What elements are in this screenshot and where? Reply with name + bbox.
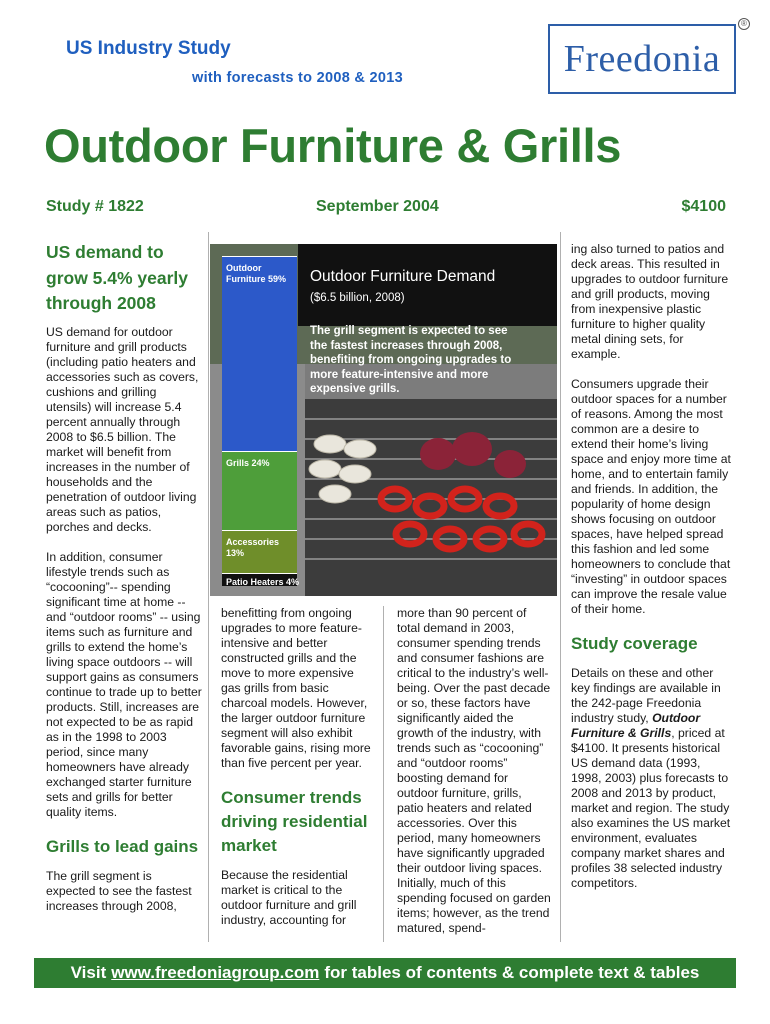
coverage-text: Details on these and other key findings are available in the 242-page Freedonia industry study, (571, 666, 721, 725)
column-1 (46, 240, 204, 929)
logo-text: Freedonia (563, 38, 721, 80)
column-divider (208, 232, 209, 942)
column-4 (571, 242, 731, 906)
freedonia-logo (548, 24, 736, 94)
bar-segment-label: Grills 24% (226, 458, 270, 468)
section-heading-grills: Grills to lead gains (46, 836, 199, 856)
paragraph: Because the residential market is critical to the outdoor furniture and grill industry, accounting for (221, 868, 357, 927)
bar-segment-label: Accessories 13% (226, 537, 280, 558)
section-heading-study-coverage: Study coverage (571, 634, 698, 653)
study-date: September 2004 (316, 198, 439, 215)
study-title-emphasis: Outdoor Furniture & Grills (571, 711, 701, 740)
paragraph: benefitting from ongoing upgrades to more feature-intensive and better constructed grills and the move to more expensive gas grills from basic charcoal models. However, the larger outdoor furniture segment will also exhibit favorable gains, rising more than five percent per year. (221, 606, 371, 770)
bar-segment-accessories (222, 530, 297, 573)
demand-chart-feature (210, 244, 557, 596)
chart-description: The grill segment is expected to see the fastest increases through 2008, benefiting from ongoing upgrades to more feature-intensive and more expensive grills. (310, 325, 512, 395)
page-title: Outdoor Furniture & Grills (44, 119, 622, 172)
section-heading-consumer-trends: Consumer trends driving residential market (221, 788, 368, 855)
study-price: $4100 (681, 198, 726, 215)
paragraph: In addition, consumer lifestyle trends such as “cocooning”-- spending significant time at home -- and “outdoor rooms” -- using items such as furniture and grills to extend the home’s living space outdoors -- will support gains as consumers continue to trade up to better products. Still, increases are not expected to be as rapid as in the 1998 to 2003 period, since many homeowners have already exchanged starter furniture sets and grills for better quality items. (46, 549, 202, 819)
column-divider (560, 232, 561, 942)
footer-prefix: Visit (70, 963, 107, 982)
paragraph: more than 90 percent of total demand in 2003, consumer spending trends and consumer fashions are critical to the industry’s well-being. Over the past decade or so, these factors have significantly aided the growth of the industry, with trends such as “cocooning” and “outdoor rooms” boosting demand for outdoor furniture, grills, patio heaters and related accessories. Over this period, many homeowners have significantly upgraded their outdoor living spaces. Initially, much of this spending focused on garden items; however, as the trend matured, spend- (397, 606, 551, 935)
coverage-text: , priced at $4100. It presents historical US demand data (1993, 1998, 2003) plus forecasts to 2008 and 2013 by product, market and region. The study also examines the US market environment, evaluates company market shares and profiles 38 selected industry competitors. (571, 726, 731, 890)
column-3 (397, 606, 551, 951)
study-number: Study # 1822 (46, 198, 144, 215)
paragraph: The grill segment is expected to see the fastest increases through 2008, (46, 868, 192, 913)
paragraph: US demand for outdoor furniture and grill products (including patio heaters and accessories such as covers, cushions and grilling utensils) will increase 5.4 percent annually through 2008 to $6.5 billion. The market will benefit from increases in the number of households and the penetration of outdoor living areas such as patios, porches and decks. (46, 324, 199, 534)
bar-segment-label: Patio Heaters 4% (226, 577, 300, 587)
column-divider (383, 606, 384, 942)
bar-segment-patio-heaters (222, 573, 300, 587)
bar-segment-grills (222, 451, 297, 530)
bar-segment-outdoor-furniture (222, 256, 297, 451)
paragraph: Consumers upgrade their outdoor spaces for a number of reasons. Among the most common are a desire to extend their home’s living space and enjoy more time at home, and to entertain family and friends. In addition, the popularity of home design shows focusing on outdoor spaces, have helped spread this fashion and led some homeowners to conclude that “investing” in outdoor spaces can improve the resale value of their home. (571, 377, 731, 616)
paragraph: ing also turned to patios and deck areas. This resulted in upgrades to outdoor furniture and grill products, moving from inexpensive plastic furniture to higher quality metal dining sets, for example. (571, 242, 729, 361)
footer-suffix: for tables of contents & complete text & tables (324, 963, 700, 982)
series-subtitle: with forecasts to 2008 & 2013 (192, 70, 403, 86)
chart-title: Outdoor Furniture Demand (310, 268, 496, 285)
section-heading-demand: US demand to grow 5.4% yearly through 2008 (46, 242, 189, 313)
bar-segment-label: Outdoor Furniture 59% (226, 263, 287, 284)
registered-mark: ® (738, 18, 750, 30)
column-2 (221, 606, 371, 943)
study-meta-row (46, 198, 726, 220)
footer-banner (34, 958, 736, 988)
series-title: US Industry Study (66, 38, 231, 59)
chart-subtitle: ($6.5 billion, 2008) (310, 292, 405, 304)
footer-website-link[interactable]: www.freedoniagroup.com (111, 963, 320, 982)
paragraph-study-coverage (571, 666, 731, 891)
